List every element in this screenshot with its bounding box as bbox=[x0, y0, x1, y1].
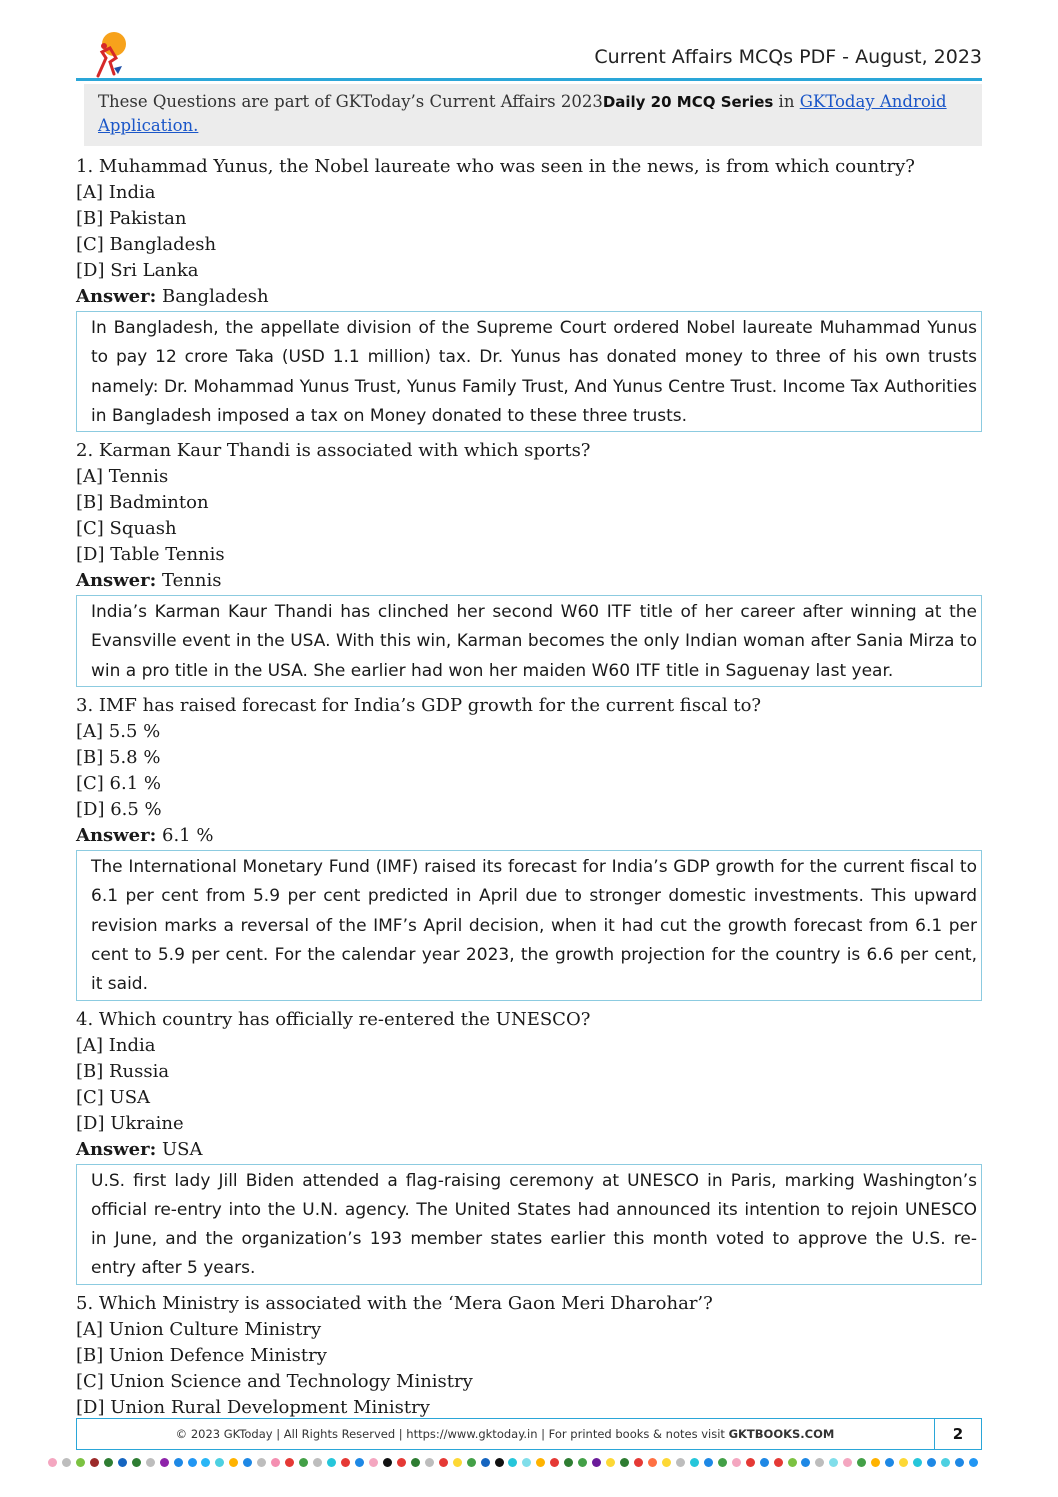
decorative-dot bbox=[522, 1458, 531, 1467]
question-block bbox=[76, 1291, 982, 1421]
footer-text: © 2023 GKToday | All Rights Reserved | https://www.gktoday.in | For printed books & notes visit bbox=[175, 1427, 729, 1441]
answer-value: Bangladesh bbox=[162, 286, 269, 307]
decorative-dot bbox=[774, 1458, 783, 1467]
decorative-dot bbox=[955, 1458, 964, 1467]
decorative-dot bbox=[369, 1458, 378, 1467]
answer-value: 6.1 % bbox=[162, 825, 214, 847]
decorative-dot bbox=[425, 1458, 434, 1467]
decorative-dot bbox=[285, 1458, 294, 1467]
option-a: [A] Tennis bbox=[76, 466, 169, 488]
decorative-dot bbox=[215, 1458, 224, 1467]
decorative-dot bbox=[620, 1458, 629, 1467]
decorative-dot bbox=[941, 1458, 950, 1467]
decorative-dot bbox=[746, 1458, 755, 1467]
question-text: 5. Which Ministry is associated with the ‘Mera Gaon Meri Dharohar’? bbox=[76, 1292, 713, 1314]
option-c: [C] 6.1 % bbox=[76, 773, 161, 795]
decorative-dot-strip bbox=[48, 1458, 978, 1468]
option-c: [C] Squash bbox=[76, 518, 177, 540]
decorative-dot bbox=[634, 1458, 643, 1467]
promo-middle-text: in bbox=[773, 92, 800, 111]
decorative-dot bbox=[327, 1458, 336, 1467]
footer-copyright bbox=[77, 1427, 933, 1441]
header-title: Current Affairs MCQs PDF - August, 2023 bbox=[594, 46, 982, 68]
decorative-dot bbox=[299, 1458, 308, 1467]
decorative-dot bbox=[118, 1458, 127, 1467]
option-d: [D] Table Tennis bbox=[76, 544, 225, 566]
decorative-dot bbox=[453, 1458, 462, 1467]
question-text: 3. IMF has raised forecast for India’s GDP growth for the current fiscal to? bbox=[76, 695, 762, 717]
decorative-dot bbox=[606, 1458, 615, 1467]
decorative-dot bbox=[801, 1458, 810, 1467]
decorative-dot bbox=[411, 1458, 420, 1467]
answer-label: Answer: bbox=[76, 1138, 157, 1160]
decorative-dot bbox=[927, 1458, 936, 1467]
explanation-box: In Bangladesh, the appellate division of the Supreme Court ordered Nobel laureate Muhammad Yunus to pay 12 crore Taka (USD 1.1 million) tax. Dr. Yunus has donated money to three of his own trusts namely: Dr. Mohammad Yunus Trust, Yunus Family Trust, And Yunus Centre Trust. Income Tax Authorities in Bangladesh imposed a tax on Money donated to these three trusts. bbox=[76, 311, 982, 432]
option-c: [C] Bangladesh bbox=[76, 234, 217, 255]
answer-line bbox=[76, 284, 982, 310]
decorative-dot bbox=[648, 1458, 657, 1467]
option-d: [D] Ukraine bbox=[76, 1112, 184, 1134]
decorative-dot bbox=[495, 1458, 504, 1467]
decorative-dot bbox=[829, 1458, 838, 1467]
option-d: [D] 6.5 % bbox=[76, 799, 162, 821]
page-number: 2 bbox=[934, 1419, 981, 1449]
explanation-box: The International Monetary Fund (IMF) raised its forecast for India’s GDP growth for the current fiscal to 6.1 per cent from 5.9 per cent predicted in April due to stronger domestic investments. This upward revision marks a reversal of the IMF’s April decision, when it had cut the growth forecast from 6.1 per cent to 5.9 per cent. For the calendar year 2023, the growth projection for the country is 6.6 per cent, it said. bbox=[76, 850, 982, 1000]
decorative-dot bbox=[439, 1458, 448, 1467]
decorative-dot bbox=[564, 1458, 573, 1467]
decorative-dot bbox=[160, 1458, 169, 1467]
answer-label: Answer: bbox=[76, 825, 157, 847]
decorative-dot bbox=[550, 1458, 559, 1467]
option-a: [A] India bbox=[76, 1034, 156, 1056]
promo-text: These Questions are part of GKToday’s Current Affairs 2023 bbox=[98, 92, 603, 111]
decorative-dot bbox=[355, 1458, 364, 1467]
android-app-link[interactable]: GKToday Android Application. bbox=[98, 92, 947, 135]
decorative-dot bbox=[76, 1458, 85, 1467]
decorative-dot bbox=[397, 1458, 406, 1467]
question-text: 1. Muhammad Yunus, the Nobel laureate who was seen in the news, is from which country? bbox=[76, 156, 915, 177]
decorative-dot bbox=[201, 1458, 210, 1467]
decorative-dot bbox=[913, 1458, 922, 1467]
decorative-dot bbox=[578, 1458, 587, 1467]
footer-books-link[interactable]: GKTBOOKS.COM bbox=[728, 1427, 835, 1441]
question-text: 4. Which country has officially re-entered the UNESCO? bbox=[76, 1008, 591, 1030]
decorative-dot bbox=[229, 1458, 238, 1467]
decorative-dot bbox=[536, 1458, 545, 1467]
option-b: [B] Russia bbox=[76, 1060, 170, 1082]
answer-line bbox=[76, 823, 982, 849]
question-block bbox=[76, 693, 982, 1000]
decorative-dot bbox=[62, 1458, 71, 1467]
answer-label: Answer: bbox=[76, 286, 157, 307]
option-c: [C] USA bbox=[76, 1086, 151, 1108]
decorative-dot bbox=[481, 1458, 490, 1467]
decorative-dot bbox=[662, 1458, 671, 1467]
decorative-dot bbox=[146, 1458, 155, 1467]
decorative-dot bbox=[313, 1458, 322, 1467]
decorative-dot bbox=[383, 1458, 392, 1467]
question-block bbox=[76, 1007, 982, 1285]
option-d: [D] Union Rural Development Ministry bbox=[76, 1396, 430, 1418]
decorative-dot bbox=[132, 1458, 141, 1467]
option-a: [A] India bbox=[76, 182, 156, 203]
option-a: [A] 5.5 % bbox=[76, 721, 161, 743]
decorative-dot bbox=[104, 1458, 113, 1467]
question-text: 2. Karman Kaur Thandi is associated with which sports? bbox=[76, 440, 591, 462]
decorative-dot bbox=[174, 1458, 183, 1467]
decorative-dot bbox=[467, 1458, 476, 1467]
option-b: [B] Badminton bbox=[76, 492, 209, 514]
header-divider bbox=[76, 78, 982, 81]
option-a: [A] Union Culture Ministry bbox=[76, 1318, 322, 1340]
decorative-dot bbox=[871, 1458, 880, 1467]
decorative-dot bbox=[90, 1458, 99, 1467]
decorative-dot bbox=[732, 1458, 741, 1467]
decorative-dot bbox=[788, 1458, 797, 1467]
decorative-dot bbox=[592, 1458, 601, 1467]
decorative-dot bbox=[969, 1458, 978, 1467]
mcq-list bbox=[76, 154, 982, 1421]
decorative-dot bbox=[857, 1458, 866, 1467]
decorative-dot bbox=[188, 1458, 197, 1467]
answer-value: Tennis bbox=[162, 570, 222, 592]
gktoday-logo-icon bbox=[92, 30, 132, 78]
question-block bbox=[76, 154, 982, 432]
decorative-dot bbox=[508, 1458, 517, 1467]
question-block bbox=[76, 438, 982, 687]
decorative-dot bbox=[243, 1458, 252, 1467]
decorative-dot bbox=[760, 1458, 769, 1467]
decorative-dot bbox=[704, 1458, 713, 1467]
decorative-dot bbox=[815, 1458, 824, 1467]
promo-series-name: Daily 20 MCQ Series bbox=[602, 93, 774, 111]
answer-line bbox=[76, 568, 982, 594]
decorative-dot bbox=[718, 1458, 727, 1467]
option-c: [C] Union Science and Technology Ministry bbox=[76, 1370, 473, 1392]
decorative-dot bbox=[271, 1458, 280, 1467]
decorative-dot bbox=[690, 1458, 699, 1467]
answer-label: Answer: bbox=[76, 570, 157, 592]
option-b: [B] 5.8 % bbox=[76, 747, 161, 769]
option-d: [D] Sri Lanka bbox=[76, 260, 199, 281]
option-b: [B] Union Defence Ministry bbox=[76, 1344, 327, 1366]
explanation-box: India’s Karman Kaur Thandi has clinched her second W60 ITF title of her career after winning at the Evansville event in the USA. With this win, Karman becomes the only Indian woman after Sania Mirza to win a pro title in the USA. She earlier had won her maiden W60 ITF title in Saguenay last year. bbox=[76, 595, 982, 687]
decorative-dot bbox=[676, 1458, 685, 1467]
decorative-dot bbox=[48, 1458, 57, 1467]
promo-banner bbox=[84, 84, 982, 146]
option-b: [B] Pakistan bbox=[76, 208, 187, 229]
answer-line bbox=[76, 1137, 982, 1163]
decorative-dot bbox=[885, 1458, 894, 1467]
decorative-dot bbox=[899, 1458, 908, 1467]
answer-value: USA bbox=[162, 1138, 203, 1160]
decorative-dot bbox=[341, 1458, 350, 1467]
page-footer bbox=[76, 1418, 982, 1450]
decorative-dot bbox=[843, 1458, 852, 1467]
decorative-dot bbox=[257, 1458, 266, 1467]
explanation-box: U.S. first lady Jill Biden attended a flag-raising ceremony at UNESCO in Paris, marking Washington’s official re-entry into the U.N. agency. The United States had announced its intention to rejoin UNESCO in June, and the organization’s 193 member states earlier this month voted to approve the U.S. re-entry after 5 years. bbox=[76, 1164, 982, 1285]
